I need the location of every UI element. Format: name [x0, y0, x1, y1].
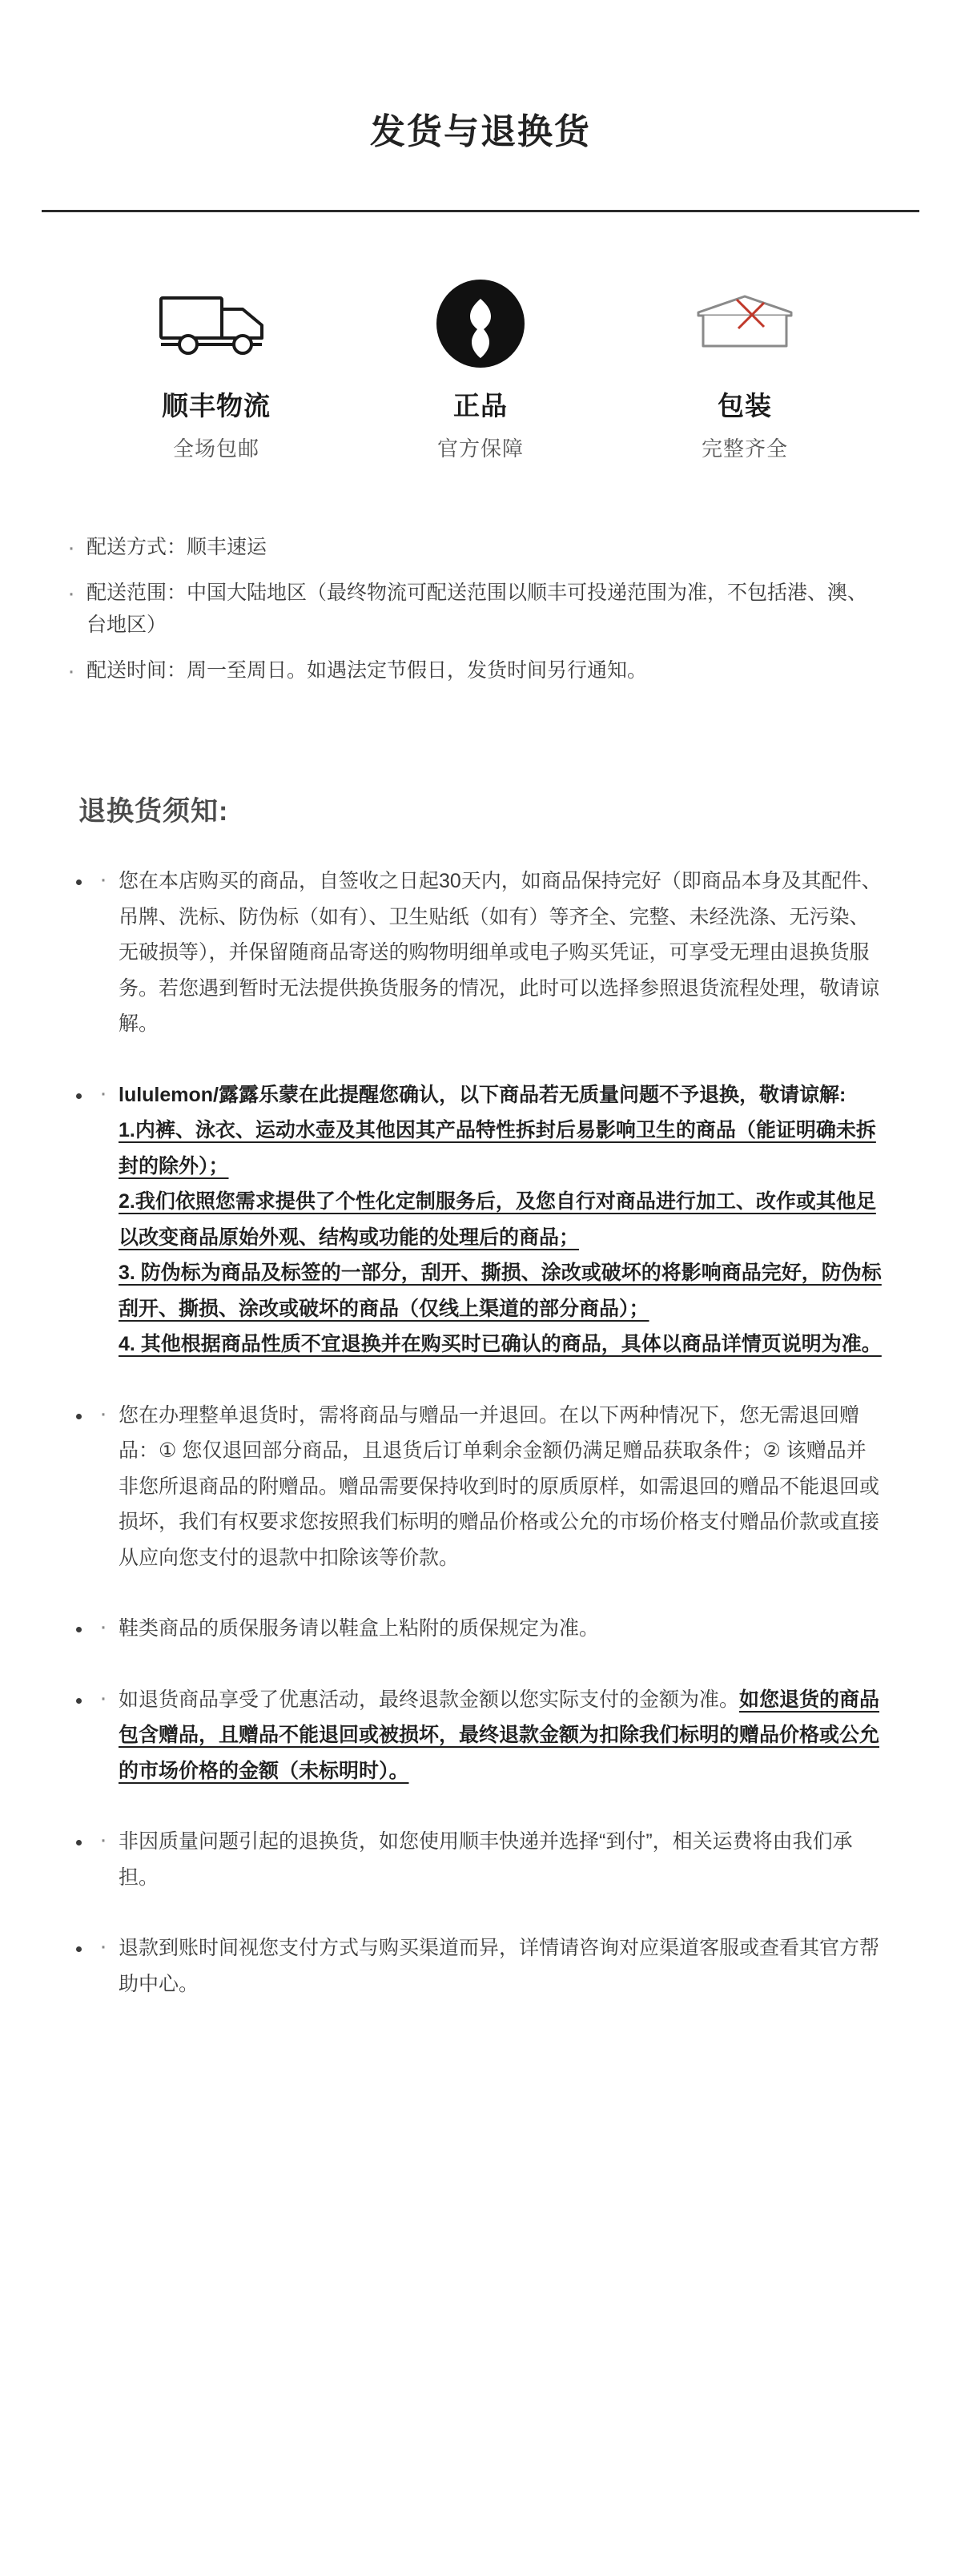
- feature-name: 顺丰物流: [162, 391, 271, 421]
- excluded-goods-lead: lululemon/露露乐蒙在此提醒您确认，以下商品若无质量问题不予退换，敬请谅解:: [119, 1083, 846, 1106]
- list-item: · • 非因质量问题引起的退换货，如您使用顺丰快递并选择“到付”，相关运费将由我们承担。: [93, 1824, 884, 1895]
- feature-sub: 全场包邮: [172, 437, 259, 461]
- list-item-refund-promo: [93, 1682, 884, 1789]
- excluded-item: 3. 防伪标为商品及标签的一部分，刮开、撕损、涂改或破坏的将影响商品完好，防伪标刮开、撕损、涂改或破坏的商品（仅线上渠道的部分商品）；: [119, 1262, 882, 1320]
- excluded-goods-numbered: [119, 1113, 884, 1362]
- refund-promo-prefix: 如退货商品享受了优惠活动，最终退款金额以您实际支付的金额为准。: [119, 1688, 740, 1711]
- list-item: · • 您在本店购买的商品，自签收之日起30天内，如商品保持完好（即商品本身及其配件、吊牌、洗标、防伪标（如有）、卫生贴纸（如有）等齐全、完整、未经洗涤、无污染、无破损等），并保留随商品寄送的购物明细单或电子购买凭证，可享受无理由退换货服务。若您遇到暂时无法提供换货服务的情况，此时可以选择参照退货流程处理，敬请谅解。: [93, 863, 884, 1042]
- list-item-excluded-goods: [93, 1077, 884, 1362]
- feature-packaging: [625, 273, 865, 462]
- returns-section: [0, 789, 961, 2002]
- excluded-item: 1.内裤、泳衣、运动水壶及其他因其产品特性拆封后易影响卫生的商品（能证明确未拆封的除外）；: [119, 1119, 876, 1177]
- list-item: · 配送方式：顺丰速运: [61, 531, 884, 564]
- package-box-icon: [625, 273, 865, 374]
- shipping-info-list: [61, 531, 884, 686]
- truck-icon: [96, 273, 336, 374]
- returns-policy-list: [61, 863, 884, 2002]
- shipping-info-section: [0, 531, 961, 686]
- list-item: · 配送范围：中国大陆地区（最终物流可配送范围以顺丰可投递范围为准，不包括港、澳、台地区）: [61, 577, 884, 642]
- excluded-item: 2.我们依照您需求提供了个性化定制服务后，及您自行对商品进行加工、改作或其他足以改变商品原始外观、结构或功能的处理后的商品；: [119, 1190, 876, 1249]
- returns-heading: 退换货须知:: [78, 796, 229, 827]
- feature-name: 正品: [453, 391, 508, 421]
- list-item: · • 退款到账时间视您支付方式与购买渠道而异，详情请咨询对应渠道客服或查看其官方帮助中心。: [93, 1930, 884, 2002]
- list-item: · 配送时间：周一至周日。如遇法定节假日，发货时间另行通知。: [61, 654, 884, 687]
- feature-sub: 官方保障: [436, 437, 524, 461]
- page-title: 发货与退换货: [370, 112, 591, 151]
- refund-promo-underlined: 如您退货的商品包含赠品，且赠品不能退回或被损坏，最终退款金额为扣除我们标明的赠品价格或公允的市场价格的金额（未标明时）。: [119, 1688, 880, 1782]
- excluded-item: 4. 其他根据商品性质不宜退换并在购买时已确认的商品，具体以商品详情页说明为准。: [119, 1333, 882, 1355]
- feature-row: [0, 212, 961, 462]
- list-item: · • 鞋类商品的质保服务请以鞋盒上粘附的质保规定为准。: [93, 1611, 884, 1647]
- lululemon-logo-icon: [360, 273, 601, 374]
- feature-authentic: [360, 273, 601, 462]
- feature-sub: 完整齐全: [701, 437, 788, 461]
- feature-shipping: [96, 273, 336, 462]
- page-header: [0, 0, 961, 154]
- feature-name: 包装: [718, 391, 772, 421]
- list-item: · • 您在办理整单退货时，需将商品与赠品一并退回。在以下两种情况下，您无需退回赠品：① 您仅退回部分商品，且退货后订单剩余金额仍满足赠品获取条件；② 该赠品并非您所退商品的附赠品。赠品需要保持收到时的原质原样，如需退回的赠品不能退回或损坏，我们有权要求您按照我们标明的赠品价格或公允的市场价格支付赠品价款或直接从应向您支付的退款中扣除该等价款。: [93, 1398, 884, 1576]
